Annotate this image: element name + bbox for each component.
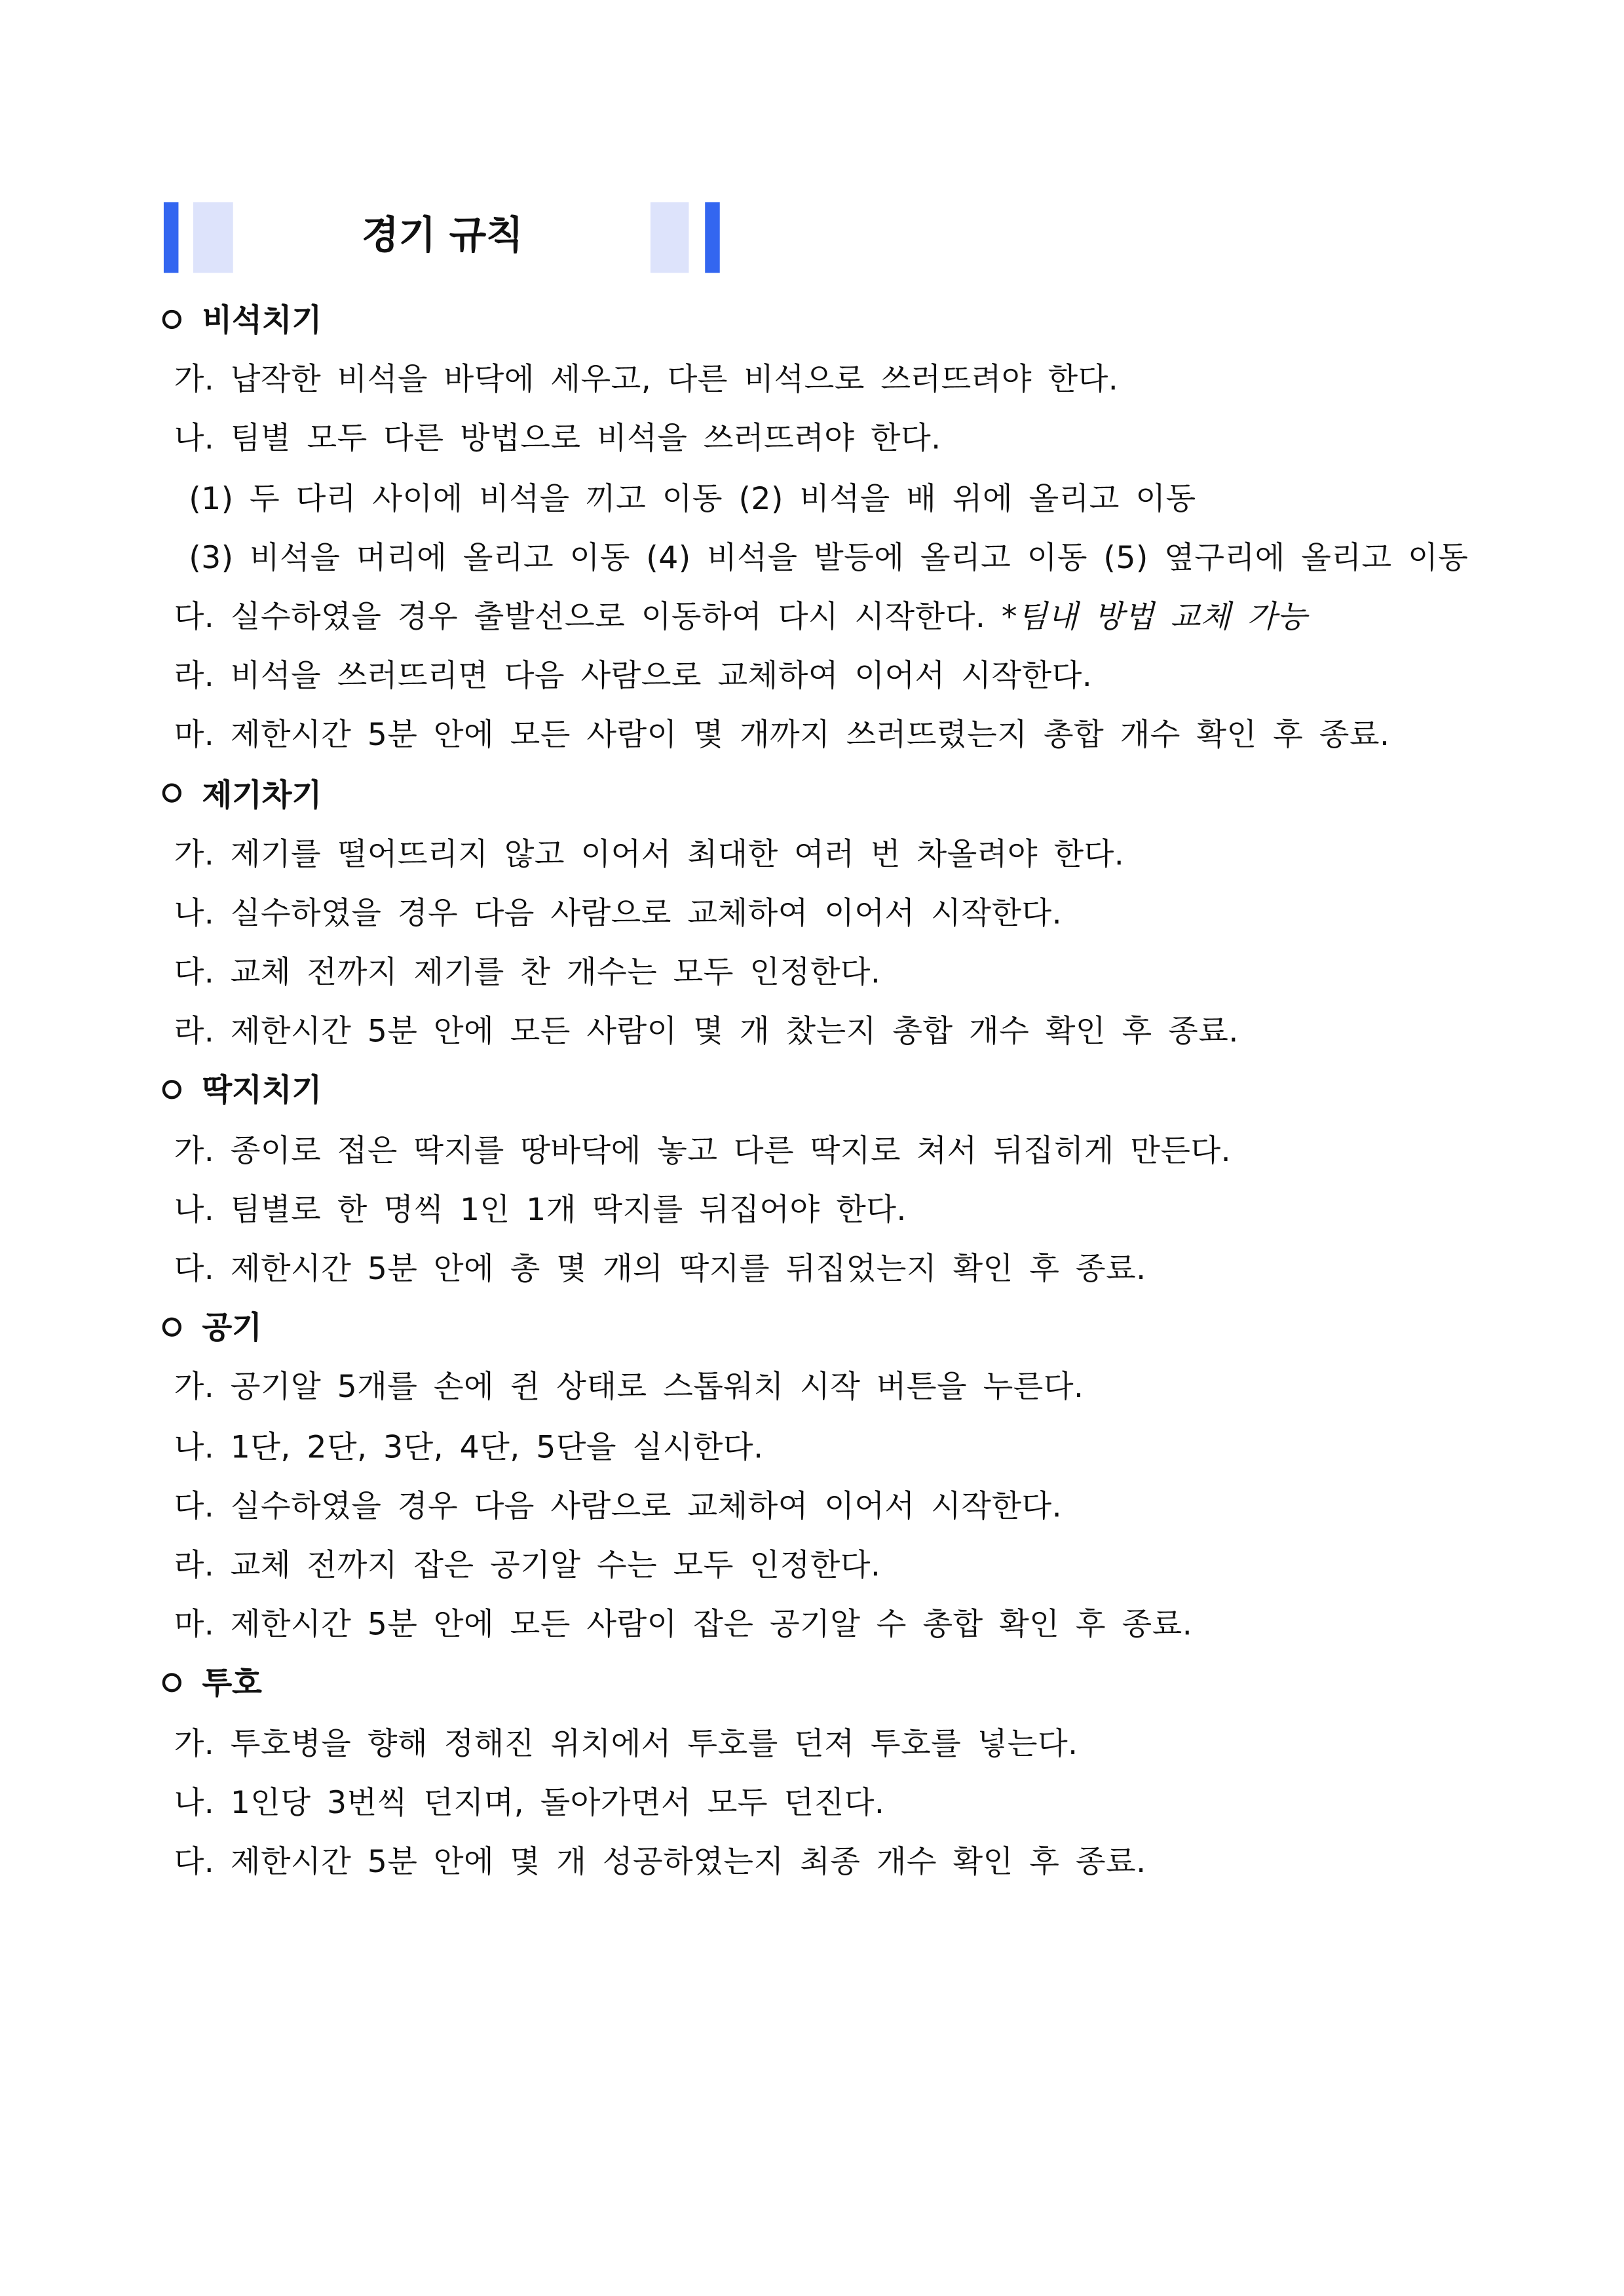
header-bar-dark-left: [164, 202, 179, 273]
rule-text: 마. 제한시간 5분 안에 모든 사람이 잡은 공기알 수 총합 확인 후 종료.: [174, 1607, 1193, 1643]
rule-text: 가. 공기알 5개를 손에 쥔 상태로 스톱워치 시작 버튼을 누른다.: [174, 1369, 1084, 1406]
rule-item: [157, 646, 1572, 705]
circle-bullet-icon: [162, 1673, 181, 1692]
rule-item: [157, 1358, 1572, 1417]
section-heading: [157, 1062, 1572, 1120]
section-title: 제기차기: [202, 776, 322, 813]
circle-bullet-icon: [162, 1080, 181, 1099]
circle-bullet-icon: [162, 1317, 181, 1336]
rule-item: [157, 706, 1572, 765]
rule-text: 나. 팀별 모두 다른 방법으로 비석을 쓰러뜨려야 한다.: [174, 421, 941, 457]
rule-item: [157, 1239, 1572, 1298]
rule-text: 다. 교체 전까지 제기를 찬 개수는 모두 인정한다.: [174, 954, 881, 990]
rule-text: 다. 제한시간 5분 안에 총 몇 개의 딱지를 뒤집었는지 확인 후 종료.: [174, 1251, 1146, 1287]
rule-item: [157, 350, 1572, 409]
rule-text: 가. 종이로 접은 딱지를 땅바닥에 놓고 다른 딱지로 쳐서 뒤집히게 만든다.: [174, 1132, 1232, 1168]
rule-item: [157, 410, 1572, 469]
header-bar-dark-right: [705, 202, 720, 273]
rule-text: 라. 제한시간 5분 안에 모든 사람이 몇 개 찼는지 총합 개수 확인 후 종료.: [174, 1014, 1239, 1050]
rule-item: [157, 1536, 1572, 1595]
circle-bullet-icon: [162, 309, 181, 328]
document-title: 경기 규칙: [362, 214, 523, 259]
section-title: 딱지치기: [202, 1073, 322, 1109]
rule-text: 나. 팀별로 한 명씩 1인 1개 딱지를 뒤집어야 한다.: [174, 1191, 907, 1227]
rule-subitem: [157, 527, 1572, 586]
section-title: 비석치기: [202, 302, 322, 338]
section-heading: [157, 291, 1572, 350]
rule-item: [157, 824, 1572, 883]
header-bar-light-left: [193, 202, 233, 273]
rule-text: 나. 실수하였을 경우 다음 사람으로 교체하여 이어서 시작한다.: [174, 895, 1063, 931]
rule-item: [157, 1180, 1572, 1239]
section-heading: [157, 765, 1572, 824]
rule-item: [157, 883, 1572, 942]
rule-text: 라. 비석을 쓰러뜨리면 다음 사람으로 교체하여 이어서 시작한다.: [174, 658, 1093, 694]
rule-text: 가. 제기를 떨어뜨리지 않고 이어서 최대한 여러 번 차올려야 한다.: [174, 835, 1125, 871]
rule-text: 가. 납작한 비석을 바닥에 세우고, 다른 비석으로 쓰러뜨려야 한다.: [174, 362, 1119, 398]
rule-item: [157, 1476, 1572, 1535]
section-title: 투호: [202, 1666, 262, 1702]
rule-item: [157, 1002, 1572, 1061]
rule-text: (1) 두 다리 사이에 비석을 끼고 이동 (2) 비석을 배 위에 올리고 이동: [189, 480, 1196, 516]
rule-text: (3) 비석을 머리에 올리고 이동 (4) 비석을 발등에 올리고 이동 (5) 옆구리에 올리고 이동: [189, 539, 1469, 575]
rule-text: 다. 실수하였을 경우 출발선으로 이동하여 다시 시작한다.: [174, 598, 1002, 635]
rule-item: [157, 1120, 1572, 1179]
rule-item: [157, 1713, 1572, 1772]
rule-text: 다. 실수하였을 경우 다음 사람으로 교체하여 이어서 시작한다.: [174, 1488, 1063, 1524]
rule-text: 나. 1인당 3번씩 던지며, 돌아가면서 모두 던진다.: [174, 1784, 885, 1820]
circle-bullet-icon: [162, 784, 181, 803]
rule-note: *팀내 방법 교체 가능: [1001, 598, 1308, 635]
rule-item: [157, 1832, 1572, 1891]
rule-item: [157, 587, 1572, 646]
rule-item: [157, 943, 1572, 1002]
section-title: 공기: [202, 1310, 262, 1346]
section-heading: [157, 1655, 1572, 1713]
rule-text: 나. 1단, 2단, 3단, 4단, 5단을 실시한다.: [174, 1428, 764, 1464]
section-heading: [157, 1299, 1572, 1358]
rule-subitem: [157, 469, 1572, 527]
rule-item: [157, 1417, 1572, 1476]
rule-item: [157, 1773, 1572, 1832]
rule-text: 가. 투호병을 향해 정해진 위치에서 투호를 던져 투호를 넣는다.: [174, 1725, 1078, 1761]
rules-content: [157, 291, 1572, 1892]
rule-text: 마. 제한시간 5분 안에 모든 사람이 몇 개까지 쓰러뜨렸는지 총합 개수 확인 후 종료.: [174, 717, 1390, 753]
header-bar-light-right: [651, 202, 689, 273]
rule-text: 라. 교체 전까지 잡은 공기알 수는 모두 인정한다.: [174, 1547, 881, 1583]
rule-text: 다. 제한시간 5분 안에 몇 개 성공하였는지 최종 개수 확인 후 종료.: [174, 1844, 1146, 1880]
rule-item: [157, 1595, 1572, 1654]
